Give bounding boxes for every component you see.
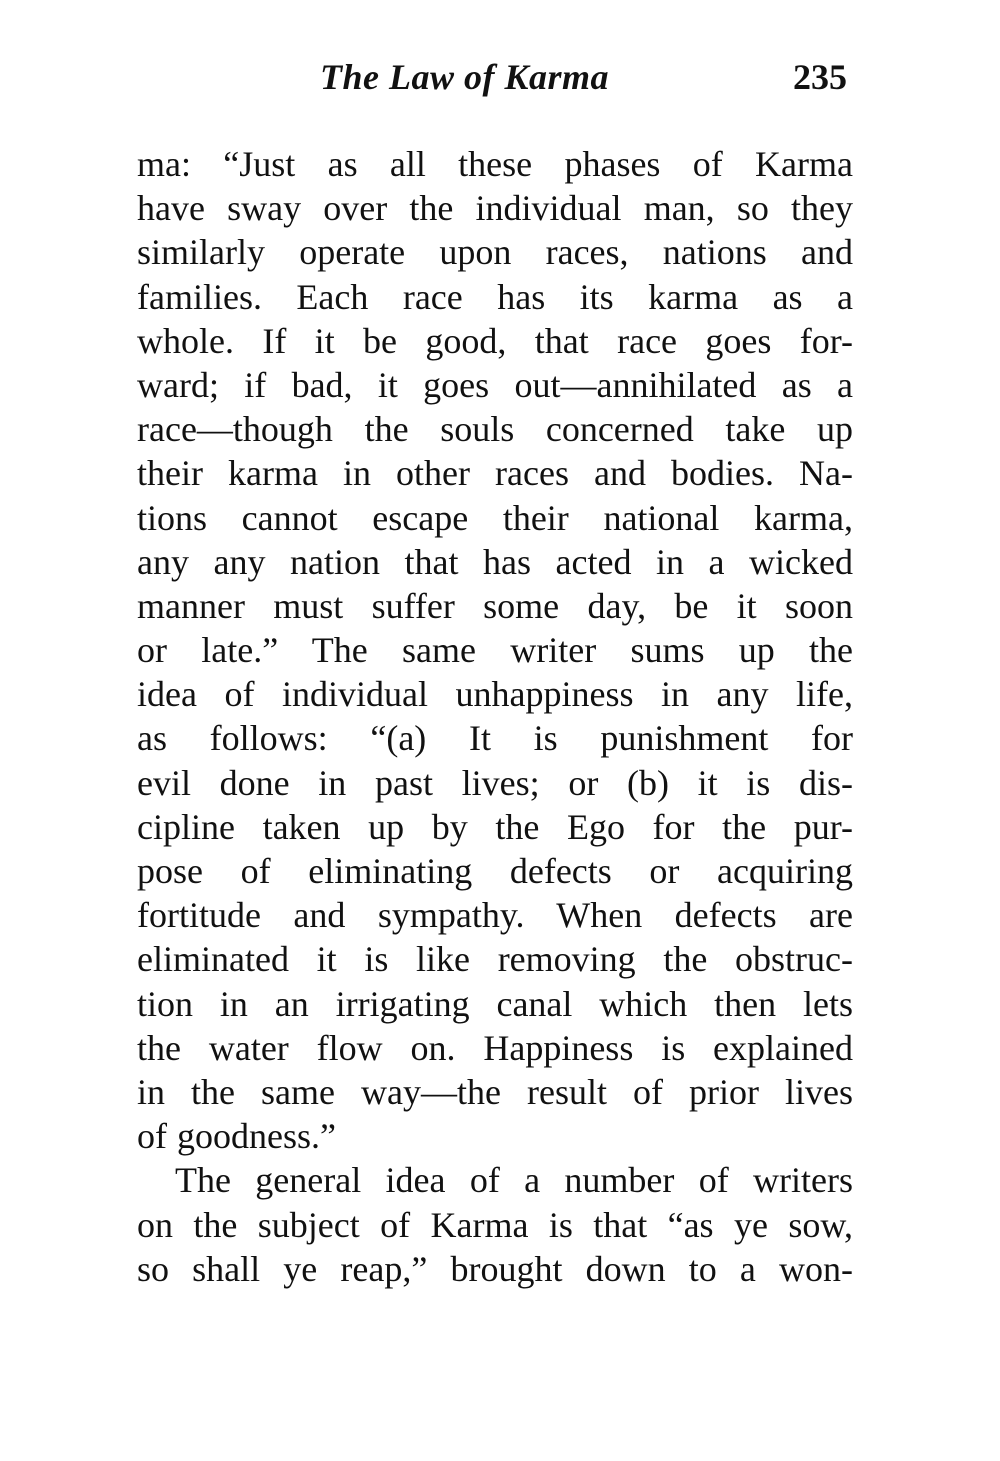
- text-line: families. Each race has its karma as a: [137, 276, 853, 317]
- text-line: eliminated it is like removing the obstruc-: [137, 939, 853, 980]
- text-line: pose of eliminating defects or acquiring: [137, 851, 853, 891]
- text-line: so shall ye reap,” brought down to a won-: [137, 1248, 853, 1289]
- paragraph-end-line: of goodness.”: [137, 1116, 336, 1157]
- body-text: [137, 142, 853, 1291]
- running-header: [137, 52, 853, 102]
- text-line: race—though the souls concerned take up: [137, 409, 853, 450]
- text-line: ward; if bad, it goes out—annihilated as a: [137, 364, 853, 405]
- text-line: cipline taken up by the Ego for the pur-: [137, 806, 853, 847]
- text-line: in the same way—the result of prior lives: [137, 1071, 853, 1112]
- text-line: similarly operate upon races, nations and: [137, 232, 853, 273]
- running-title: The Law of Karma: [320, 57, 610, 97]
- text-line: tions cannot escape their national karma,: [137, 497, 853, 538]
- text-line: as follows: “(a) It is punishment for: [137, 718, 853, 759]
- text-line: whole. If it be good, that race goes for-: [137, 320, 853, 361]
- paragraph-start-line: The general idea of a number of writers: [175, 1160, 853, 1201]
- text-line: evil done in past lives; or (b) it is dis-: [137, 762, 853, 803]
- page-number: 235: [793, 57, 847, 97]
- text-line: idea of individual unhappiness in any life,: [137, 674, 853, 715]
- text-line: any any nation that has acted in a wicked: [137, 541, 853, 582]
- text-line: ma: “Just as all these phases of Karma: [137, 144, 853, 184]
- text-line: on the subject of Karma is that “as ye sow,: [137, 1204, 853, 1245]
- text-line: fortitude and sympathy. When defects are: [137, 895, 853, 936]
- text-line: tion in an irrigating canal which then lets: [137, 983, 853, 1024]
- text-line: or late.” The same writer sums up the: [137, 630, 853, 671]
- text-line: manner must suffer some day, be it soon: [137, 585, 853, 626]
- text-line: their karma in other races and bodies. Na-: [137, 453, 853, 494]
- text-line: the water flow on. Happiness is explained: [137, 1027, 853, 1068]
- text-line: have sway over the individual man, so they: [137, 188, 853, 229]
